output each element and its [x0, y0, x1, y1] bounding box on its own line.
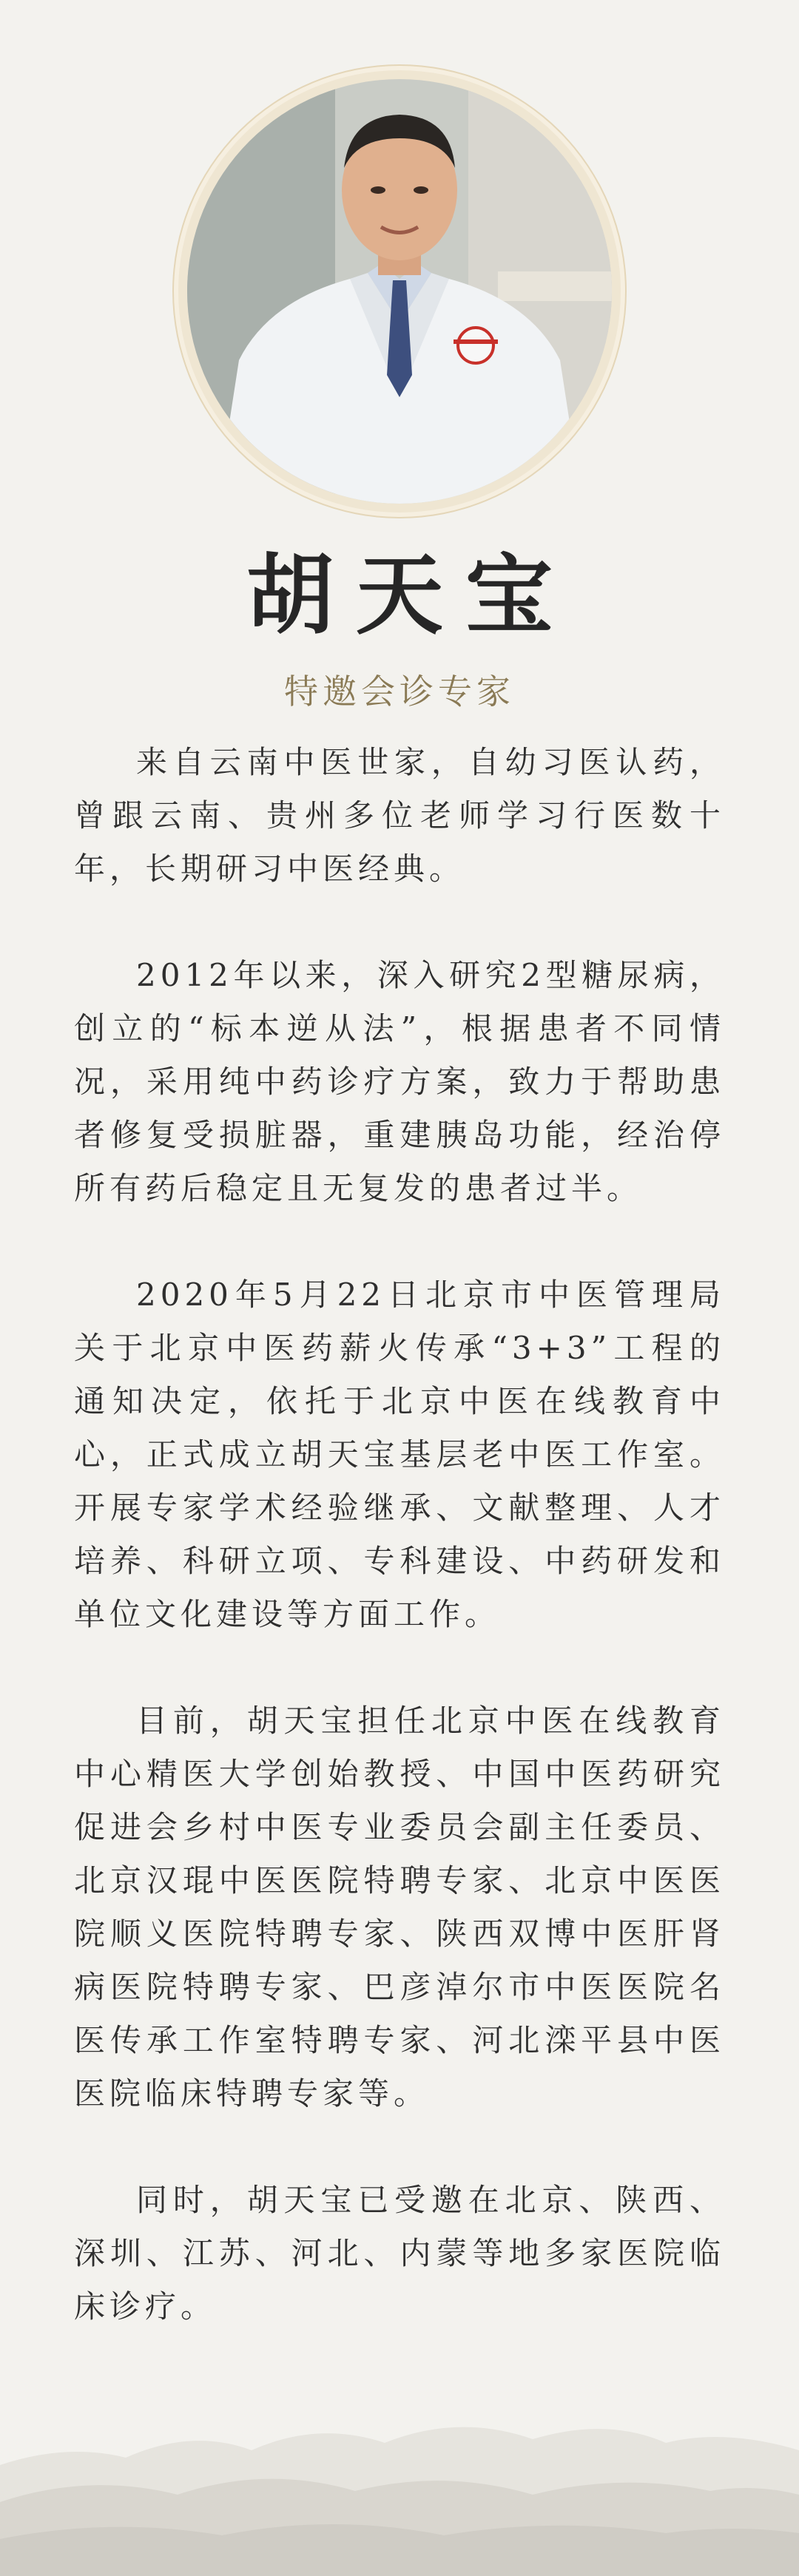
bio-paragraph-5: 同时，胡天宝已受邀在北京、陕西、深圳、江苏、河北、内蒙等地多家医院临床诊疗。	[74, 2182, 725, 2325]
doctor-portrait	[187, 79, 612, 504]
bio-paragraph-3: 2020年5月22日北京市中医管理局关于北京中医药薪火传承“3+3”工程的通知决定，依托于北京中医在线教育中心，正式成立胡天宝基层老中医工作室。开展专家学术经验继承、文献整理、人才培养、科研立项、专科建设、中药研发和单位文化建设等方面工作。	[74, 1277, 725, 1632]
doctor-title: 特邀会诊专家	[284, 672, 515, 711]
bio-text	[74, 736, 725, 2387]
bio-paragraph-2: 2012年以来，深入研究2型糖尿病，创立的“标本逆从法”，根据患者不同情况，采用纯中药诊疗方案，致力于帮助患者修复受损脏器，重建胰岛功能，经治停所有药后稳定且无复发的患者过半。	[74, 957, 725, 1206]
bio-paragraph-1: 来自云南中医世家，自幼习医认药，曾跟云南、贵州多位老师学习行医数十年，长期研习中医经典。	[74, 744, 725, 887]
doctor-name: 胡天宝	[246, 544, 575, 646]
bio-paragraph-4: 目前，胡天宝担任北京中医在线教育中心精医大学创始教授、中国中医药研究促进会乡村中医专业委员会副主任委员、北京汉琨中医医院特聘专家、北京中医医院顺义医院特聘专家、陕西双博中医肝肾病医院特聘专家、巴彦淖尔市中医医院名医传承工作室特聘专家、河北滦平县中医医院临床特聘专家等。	[74, 1703, 725, 2112]
